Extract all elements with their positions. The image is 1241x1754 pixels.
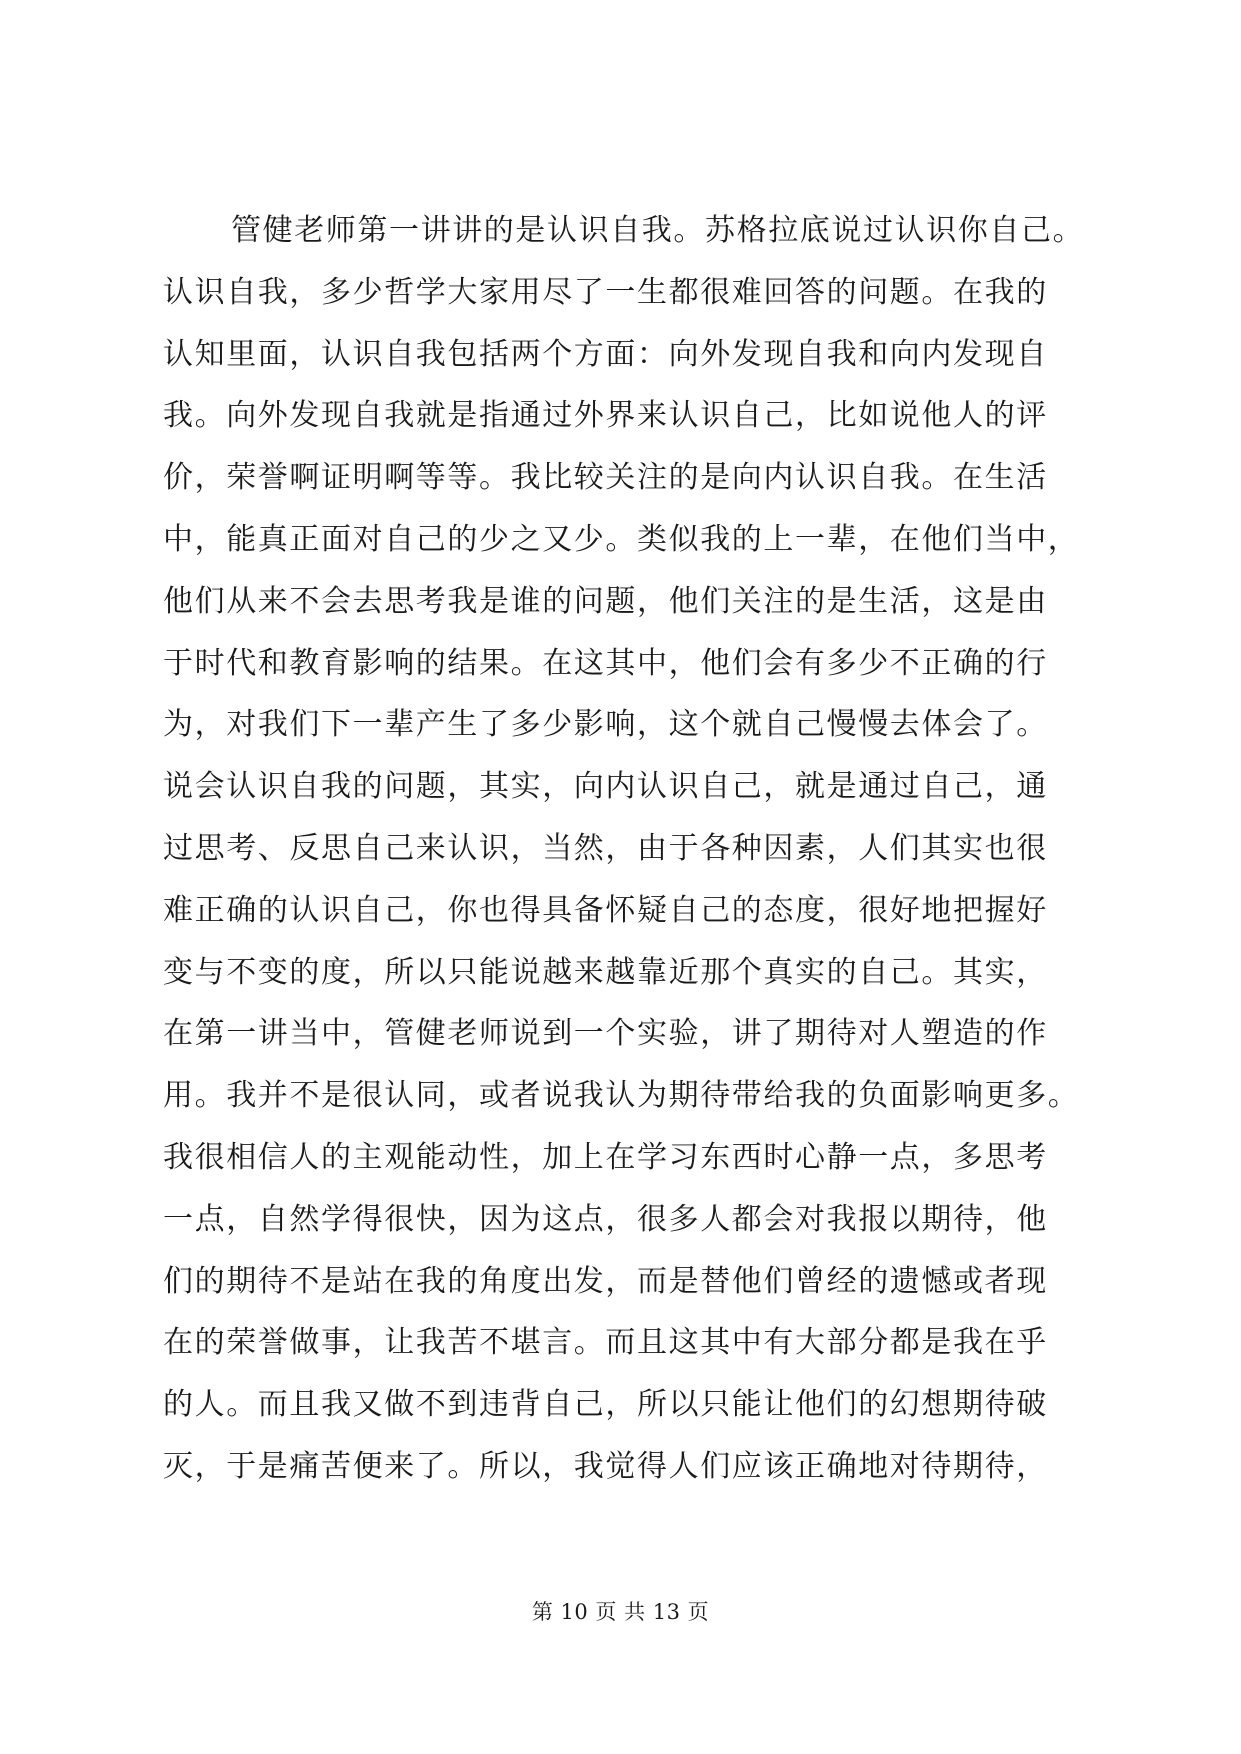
text-line: 说会认识自我的问题，其实，向内认识自己，就是通过自己，通 [163, 769, 1048, 805]
text-line: 我。向外发现自我就是指通过外界来认识自己，比如说他人的评 [163, 398, 1048, 434]
text-line: 在的荣誉做事，让我苦不堪言。而且这其中有大部分都是我在乎 [163, 1325, 1048, 1361]
text-line: 认知里面，认识自我包括两个方面：向外发现自我和向内发现自 [163, 336, 1048, 372]
text-line: 的人。而且我又做不到违背自己，所以只能让他们的幻想期待破 [163, 1387, 1048, 1423]
text-line: 们的期待不是站在我的角度出发，而是替他们曾经的遗憾或者现 [163, 1263, 1048, 1299]
text-line: 难正确的认识自己，你也得具备怀疑自己的态度，很好地把握好 [163, 892, 1048, 928]
text-line: 一点，自然学得很快，因为这点，很多人都会对我报以期待，他 [163, 1201, 1048, 1237]
text-line: 价，荣誉啊证明啊等等。我比较关注的是向内认识自我。在生活 [163, 460, 1048, 496]
text-line: 他们从来不会去思考我是谁的问题，他们关注的是生活，这是由 [163, 583, 1048, 619]
text-line: 管健老师第一讲讲的是认识自我。苏格拉底说过认识你自己。 [231, 213, 1085, 248]
text-line: 用。我并不是很认同，或者说我认为期待带给我的负面影响更多。 [163, 1078, 1080, 1114]
text-line: 认识自我，多少哲学大家用尽了一生都很难回答的问题。在我的 [163, 274, 1048, 310]
text-line: 于时代和教育影响的结果。在这其中，他们会有多少不正确的行 [163, 645, 1048, 681]
text-line: 灭，于是痛苦便来了。所以，我觉得人们应该正确地对待期待， [163, 1448, 1048, 1484]
text-line: 为，对我们下一辈产生了多少影响，这个就自己慢慢去体会了。 [163, 707, 1048, 743]
text-line: 变与不变的度，所以只能说越来越靠近那个真实的自己。其实， [163, 954, 1048, 990]
text-line: 我很相信人的主观能动性，加上在学习东西时心静一点，多思考 [163, 1139, 1048, 1175]
text-line: 过思考、反思自己来认识，当然，由于各种因素，人们其实也很 [163, 830, 1048, 866]
text-line: 中，能真正面对自己的少之又少。类似我的上一辈，在他们当中， [163, 521, 1080, 557]
body-text [163, 200, 1083, 1498]
page-number-footer: 第 10 页 共 13 页 [531, 1600, 710, 1624]
text-line: 在第一讲当中，管健老师说到一个实验，讲了期待对人塑造的作 [163, 1016, 1048, 1052]
